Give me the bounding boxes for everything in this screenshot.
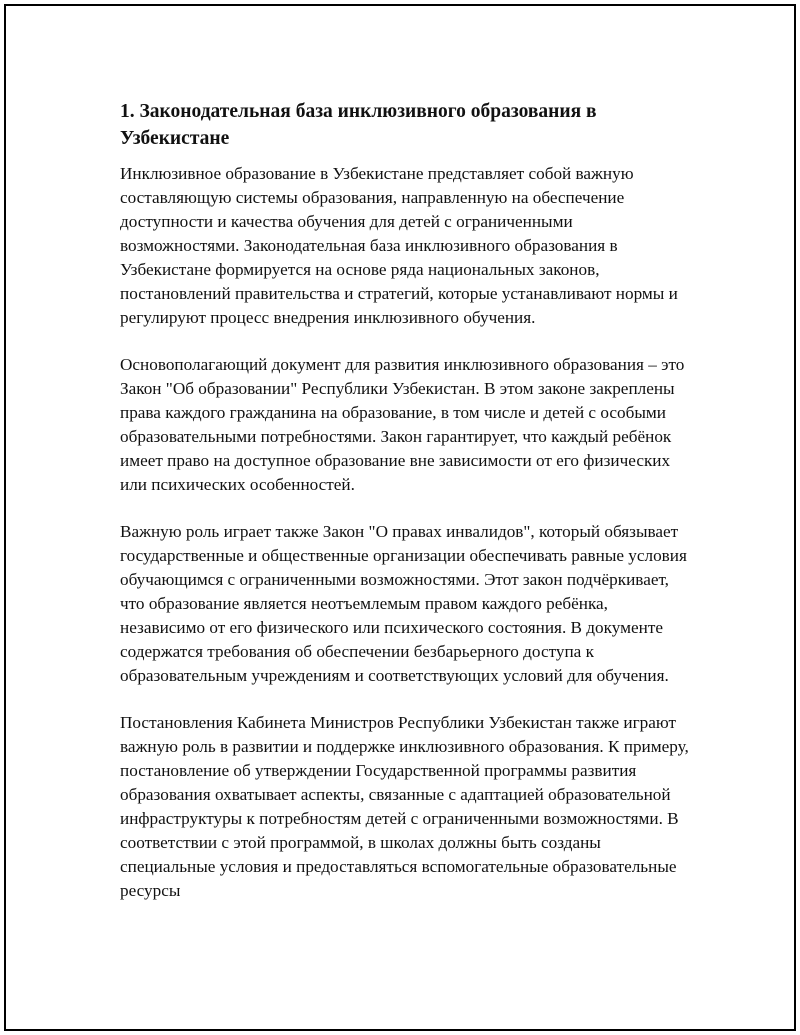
document-page [4, 4, 796, 1031]
paragraph-intro: Инклюзивное образование в Узбекистане представляет собой важную составляющую системы образования, направленную на обеспечение доступности и качества обучения для детей с ограниченными возможностями. Законодательная база инклюзивного образования в Узбекистане формируется на основе ряда национальных законов, постановлений правительства и стратегий, которые устанавливают нормы и регулируют процесс внедрения инклюзивного обучения. [120, 164, 678, 327]
paragraph-disability-law: Важную роль играет также Закон "О правах инвалидов", который обязывает государственные и общественные организации обеспечивать равные условия обучающимся с ограниченными возможностями. Этот закон подчёркивает, что образование является неотъемлемым правом каждого ребёнка, независимо от его физического или психического состояния. В документе содержатся требования об обеспечении безбарьерного доступа к образовательным учреждениям и соответствующих условий для обучения. [120, 522, 687, 685]
section-heading: 1. Законодательная база инклюзивного образования в Узбекистане [120, 101, 597, 149]
paragraph-cabinet-resolutions: Постановления Кабинета Министров Республики Узбекистан также играют важную роль в развитии и поддержке инклюзивного образования. К примеру, постановление об утверждении Государственной программы развития образования охватывает аспекты, связанные с адаптацией образовательной инфраструктуры к потребностям детей с ограниченными возможностями. В соответствии с этой программой, в школах должны быть созданы специальные условия и предоставляться вспомогательные образовательные ресурсы [120, 713, 689, 900]
document-content [120, 98, 690, 903]
paragraph-education-law: Основополагающий документ для развития инклюзивного образования – это Закон "Об образовании" Республики Узбекистан. В этом законе закреплены права каждого гражданина на образование, в том числе и детей с особыми образовательными потребностями. Закон гарантирует, что каждый ребёнок имеет право на доступное образование вне зависимости от его физических или психических особенностей. [120, 355, 685, 494]
